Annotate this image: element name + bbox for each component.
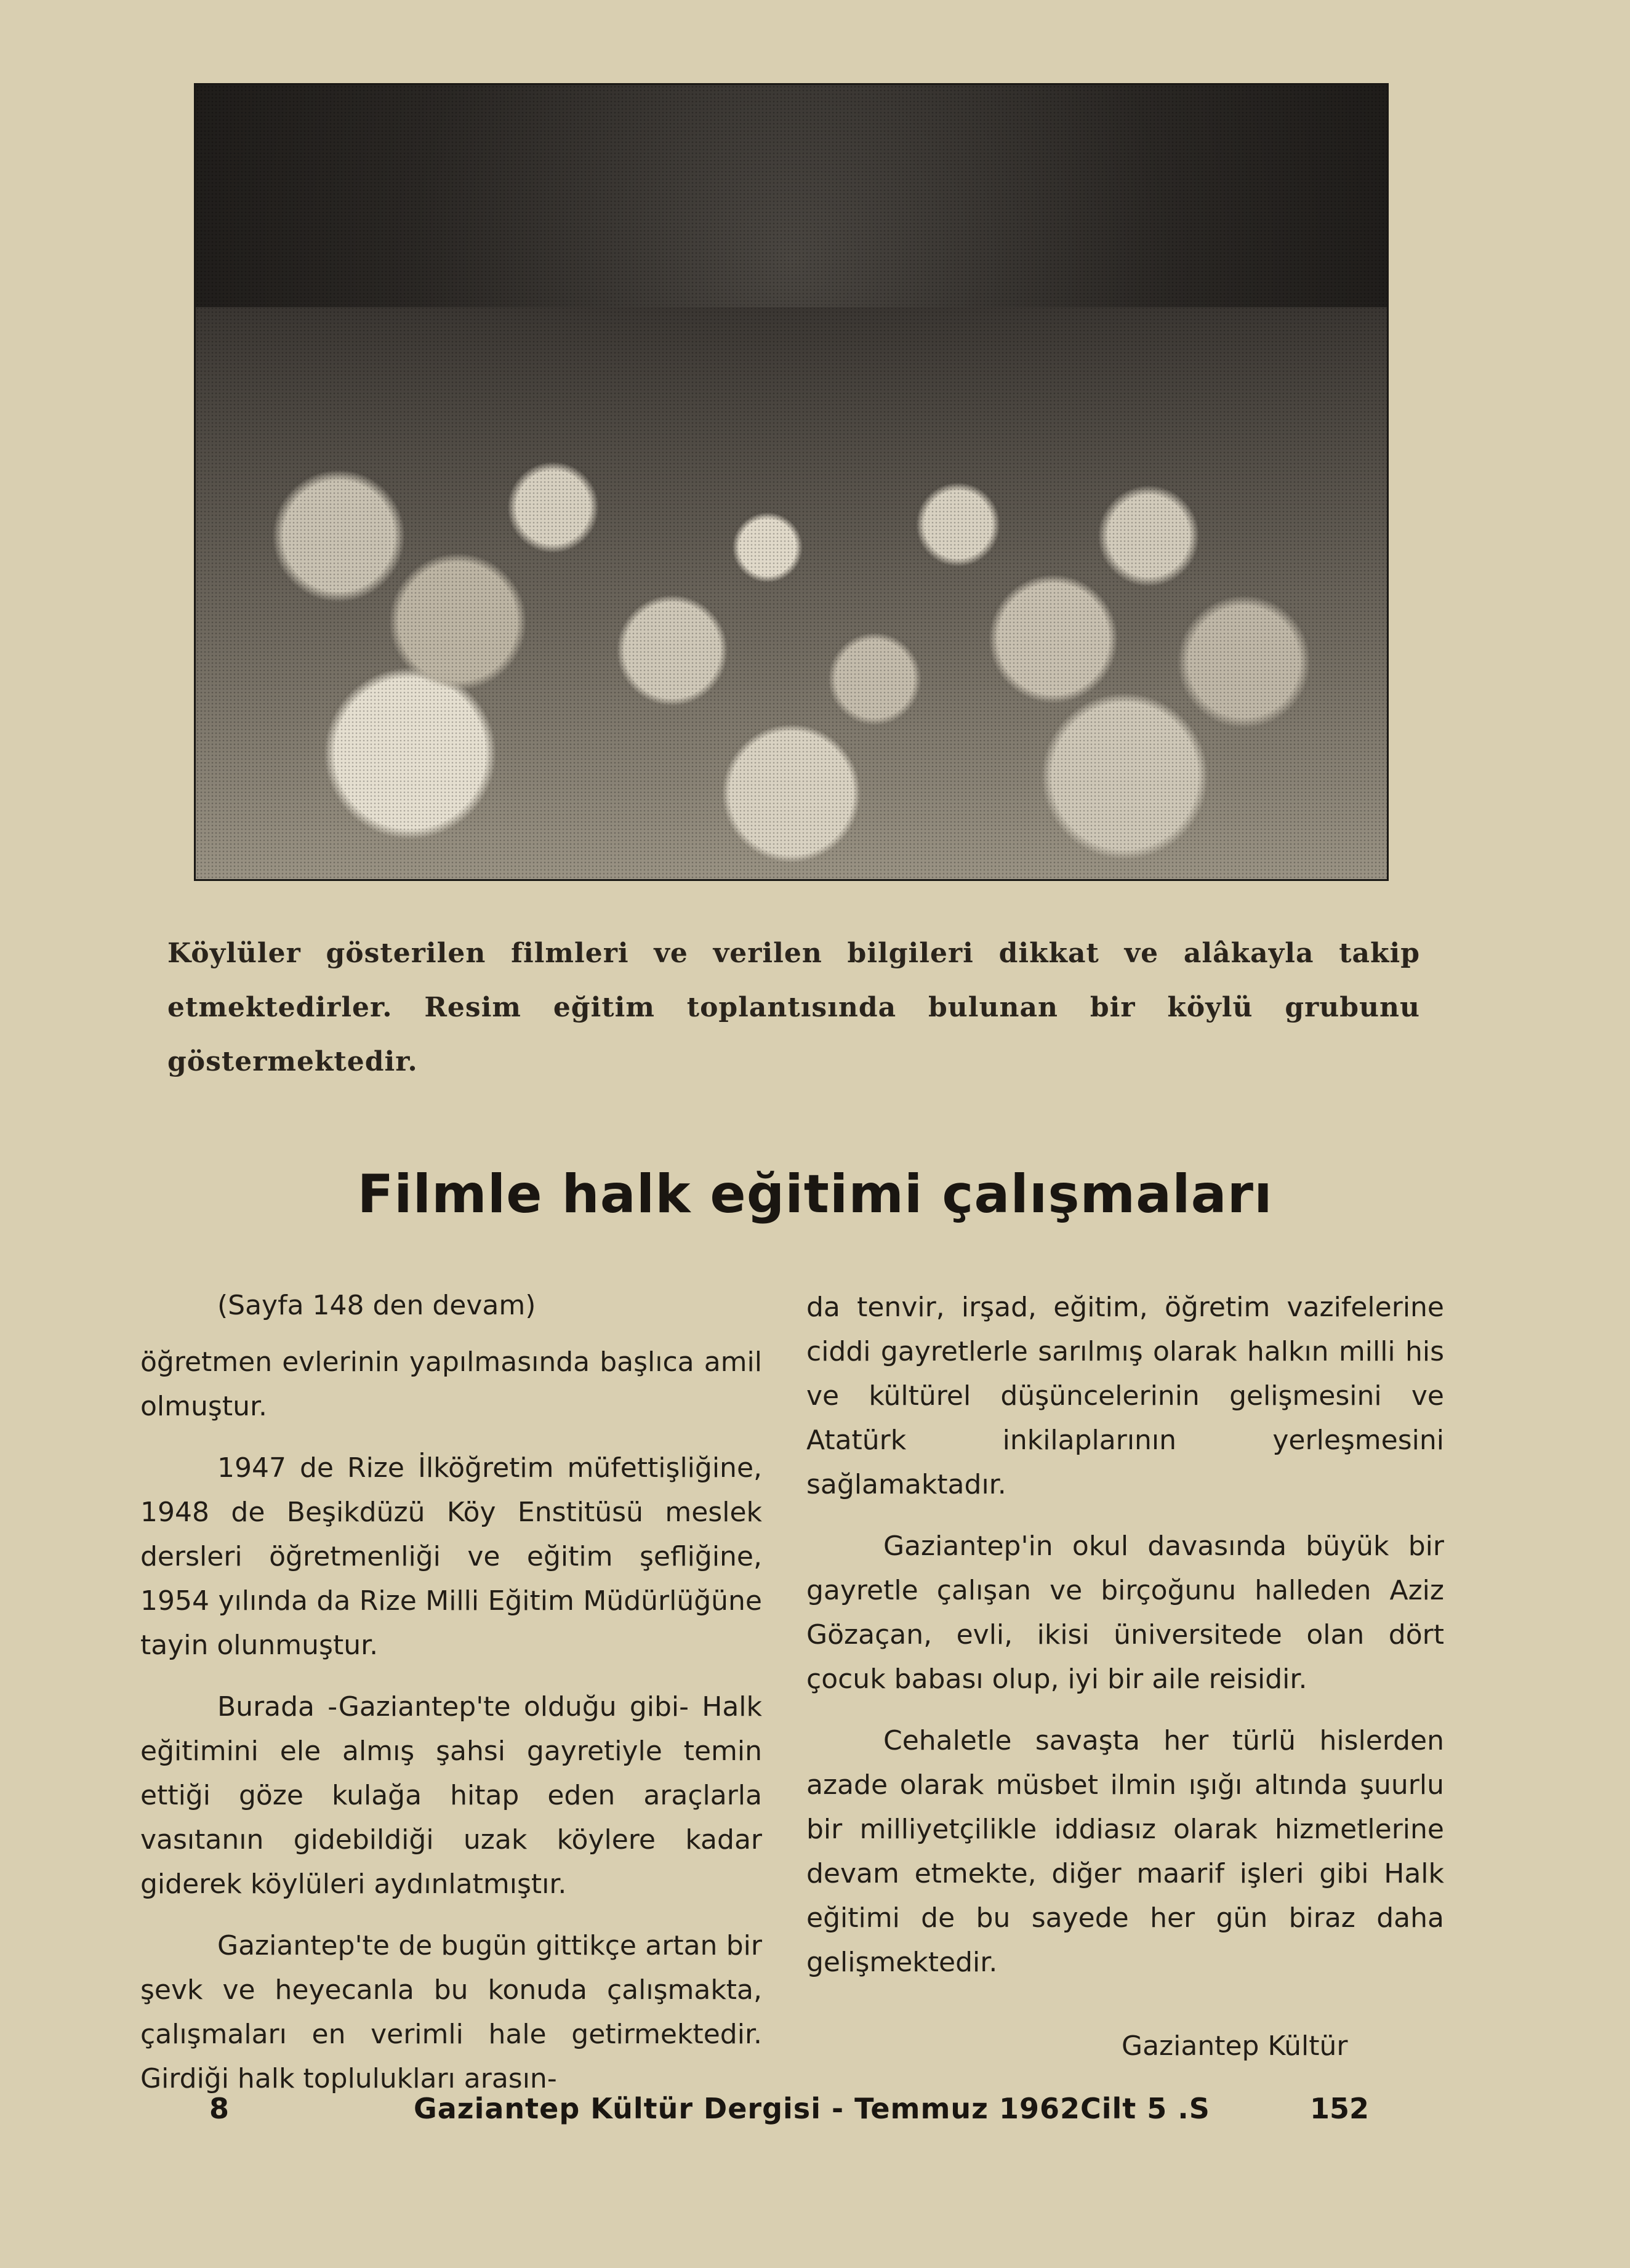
paragraph: Gaziantep'te de bugün gittikçe artan bir şevk ve heyecanla bu konuda çalışmakta, çalışmaları en verimli hale getirmektedir. Girdiği halk toplulukları arasın- <box>140 1930 762 2094</box>
paragraph: Burada -Gaziantep'te olduğu gibi- Halk eğitimini ele almış şahsi gayretiyle temin ettiği göze kulağa hitap eden araçlarla vasıtanın gidebildiği uzak köylere kadar giderek köylüleri aydınlatmıştır. <box>140 1691 762 1900</box>
village-group-photo <box>194 83 1389 881</box>
paragraph: Cehaletle savaşta her türlü hislerden azade olarak müsbet ilmin ışığı altında şuurlu bir milliyetçilikle iddiasız olarak hizmetlerine devam etmekte, diğer maarif işleri gibi Halk eğitimi de bu sayede her gün biraz daha gelişmektedir. <box>806 1725 1444 1978</box>
right-column <box>806 1285 1444 2002</box>
continued-note: (Sayfa 148 den devam) <box>217 1290 536 1321</box>
halftone-texture <box>196 85 1387 879</box>
signature: Gaziantep Kültür <box>1122 2030 1348 2062</box>
page-footer <box>0 2092 1630 2129</box>
left-column <box>140 1284 762 2118</box>
article-title: Filmle halk eğitimi çalışmaları <box>357 1164 1273 1225</box>
paragraph: öğretmen evlerinin yapılmasında başlıca amil olmuştur. <box>140 1346 762 1422</box>
photo-caption: Köylüler gösterilen filmleri ve verilen bilgileri dikkat ve alâkayla takip etmektedirler. Resim eğitim toplantısında bulunan bir köylü grubunu göstermektedir. <box>167 938 1420 1077</box>
paragraph: Gaziantep'in okul davasında büyük bir gayretle çalışan ve birçoğunu halleden Aziz Gözaçan, evli, ikisi üniversitede olan dört çocuk babası olup, iyi bir aile reisidir. <box>806 1530 1444 1695</box>
issue-page-number: 152 <box>1310 2092 1370 2125</box>
paragraph: da tenvir, irşad, eğitim, öğretim vazifelerine ciddi gayretlerle sarılmış olarak halkın milli his ve kültürel düşüncelerinin gelişmesini ve Atatürk inkilaplarının yerleşmesini sağlamaktadır. <box>806 1292 1444 1500</box>
journal-info: Gaziantep Kültür Dergisi - Temmuz 1962Cilt 5 .S <box>414 2092 1210 2125</box>
page-number: 8 <box>209 2092 230 2125</box>
paragraph: 1947 de Rize İlköğretim müfettişliğine, 1948 de Beşikdüzü Köy Enstitüsü meslek dersleri öğretmenliği ve eğitim şefliğine, 1954 yılında da Rize Milli Eğitim Müdürlüğüne tayin olunmuştur. <box>140 1452 762 1661</box>
